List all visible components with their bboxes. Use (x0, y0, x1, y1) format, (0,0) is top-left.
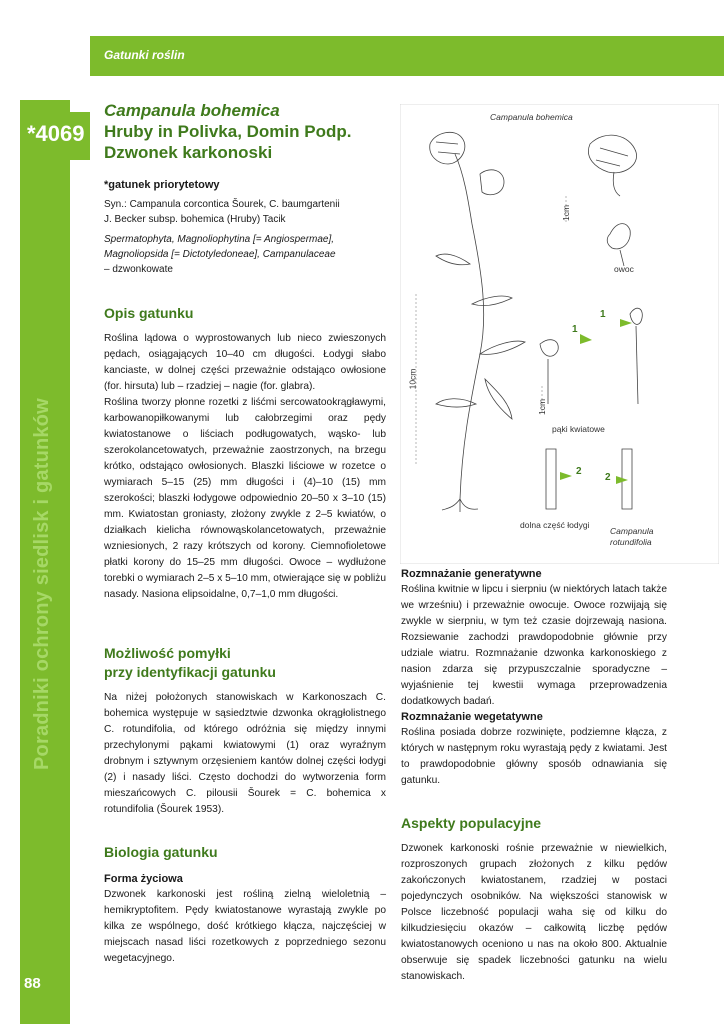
marker-2-right: 2 (605, 472, 611, 483)
label-paki-kwiatowe: pąki kwiatowe (552, 424, 605, 434)
scale-1cm-top: 1cm (561, 204, 572, 222)
rozmnazanie-weg-heading: Rozmnażanie wegetatywne (401, 711, 543, 723)
aspekty-heading: Aspekty populacyjne (401, 815, 542, 831)
opis-text-1: Roślina lądowa o wyprostowanych lub nieco zwieszonych pędach, osiągających 10–40 cm długości. Łodygi słabo kanciaste, w dolnej części przeważnie odstająco owłosione (for. hirsuta) lub – rzadziej – nagie (for. glabra). (104, 333, 386, 392)
botanical-drawing (400, 104, 719, 564)
section-biologia (104, 843, 386, 967)
scale-10cm: 10cm (407, 368, 418, 390)
polish-name: Dzwonek karkonoski (104, 143, 273, 162)
forma-zyciowa-heading: Forma życiowa (104, 873, 183, 885)
section-opis (104, 304, 386, 603)
vertical-series-title: Poradniki ochrony siedlisk i gatunków (31, 398, 53, 770)
label-dolna-lodyga: dolna część łodygi (520, 520, 590, 530)
biologia-text: Dzwonek karkonoski jest rośliną zielną wieloletnią – hemikryptofitem. Pędy kwiatostanowe wyrastają zwykle po kilka ze wspólnego, dość krótkiego kłącza, najczęściej w miejscach nasad liści rozetkowych z poprzedniego sezonu wegetacyjnego. (104, 889, 386, 964)
section-rozmnazanie-weg (401, 710, 667, 789)
latin-name: Campanula bohemica (104, 101, 280, 120)
section-rozmnazanie-gen (401, 567, 667, 710)
opis-heading: Opis gatunku (104, 305, 194, 321)
biologia-heading: Biologia gatunku (104, 844, 218, 860)
species-authors: Hruby in Polivka, Domin Podp. (104, 122, 352, 141)
species-illustration (400, 104, 719, 564)
marker-1-right: 1 (600, 309, 606, 320)
species-title-block (104, 100, 394, 163)
page-number: 88 (24, 975, 41, 992)
rozmnazanie-weg-text: Roślina posiada dobrze rozwinięte, podziemne kłącza, z których w następnym roku wyrastają pędy z kwiatami. Jest to prawdopodobnie główny sposób odnawiania się gatunku. (401, 727, 667, 786)
aspekty-text: Dzwonek karkonoski rośnie przeważnie w niewielkich, rozproszonych grupach złożonych z kilku pędów zakończonych kwiatostanem, rzadziej w postaci pojedynczych osobników. Na większości stanowisk w Polsce liczebność populacji waha się od kilku do kilkudziesięciu okazów – całkowitą liczbę pędów kwiatostanowych oceniono u nas na około 800. Aktualnie obserwuje się spadek liczebności gatunku na wielu stanowiskach. (401, 843, 667, 982)
marker-2-left: 2 (576, 466, 582, 477)
marker-1-left: 1 (572, 324, 578, 335)
section-aspekty (401, 814, 667, 985)
taxonomy-line-3: – dzwonkowate (104, 264, 173, 275)
species-meta (104, 178, 384, 277)
rozmnazanie-gen-text: Roślina kwitnie w lipcu i sierpniu (w niektórych latach także we wrześniu) i przeważnie owocuje. Owoce rozwijają się zwykle w sierpniu, w tym też czasie dojrzewają nasiona. Rozsiewanie zachodzi prawdopodobnie głównie przy udziale wiatru. Rozmnażanie dzwonka karkonoskiego z nasion zdarza się przypuszczalnie sporadyczne – wyjaśnienie tej kwestii wymaga przeprowadzenia dodatkowych badań. (401, 584, 667, 707)
header-bar (90, 36, 724, 76)
pomylki-text: Na niżej położonych stanowiskach w Karkonoszach C. bohemica występuje w sąsiedztwie dzwonka okrągłolistnego C. rotundifolia, od którego odróżnia się między innymi przechylonymi pąkami kwiatowymi (1) oraz wyraźnym drobnym i sztywnym orzęsieniem kantów dolnej części łodygi (2) i nasady liści. Często dochodzi do wytworzenia form mieszańcowych C. pilousii Šourek = C. bohemica x rotundifolia (Šourek 1953). (104, 692, 386, 815)
header-title: Gatunki roślin (104, 48, 185, 62)
label-owoc: owoc (614, 264, 634, 274)
species-code: *4069 (27, 121, 85, 146)
synonyms-line-2: J. Becker subsp. bohemica (Hruby) Tacik (104, 214, 286, 225)
label-rotundifolia-2: rotundifolia (610, 537, 652, 547)
pomylki-heading-2: przy identyfikacji gatunku (104, 664, 276, 680)
opis-text-2: Roślina tworzy płonne rozetki z liśćmi sercowatookrągławymi, karbowanopiłkowanymi lub całobrzegimi oraz pędy kwiatostanowe o liściach podługowatych, wąsko- lub szerokolancetowatych, przeważnie zaostrzonych, na brzegu krótko, odstająco owłosionych. Blaszki liściowe w rozetce o wymiarach 5–15 (25) mm długości i (4)–10 (15) mm szerokości; blaszki łodygowe odpowiednio 20–50 x 3–10 (15) mm. Kwiatostan groniasty, złożony zwykle z 2–5 kwiatów, o działkach kielicha równowąskolancetowatych, przeważnie wzniesionych, 2 razy krótszych od korony. Ciemnofioletowe płatki korony do 15–25 mm długości. Owoce – wydłużone torebki o wymiarach 2–5 x 5–10 mm, otwierające się w pobliżu nasady. Nasiona elipsoidalne, 0,7–1,0 mm długości. (104, 397, 386, 600)
synonyms-line-1: Syn.: Campanula corcontica Šourek, C. baumgartenii (104, 199, 340, 210)
rozmnazanie-gen-heading: Rozmnażanie generatywne (401, 568, 542, 580)
priority-label: *gatunek priorytetowy (104, 179, 220, 191)
taxonomy-line-2: Magnoliopsida [= Dictotyledoneae], Campanulaceae (104, 249, 336, 260)
taxonomy-line-1: Spermatophyta, Magnoliophytina [= Angiospermae], (104, 234, 335, 245)
label-rotundifolia-1: Campanula (610, 526, 654, 536)
section-pomylki (104, 644, 386, 818)
illustration-title: Campanula bohemica (490, 112, 573, 122)
scale-1cm-mid: 1cm (537, 398, 548, 416)
pomylki-heading-1: Możliwość pomyłki (104, 645, 231, 661)
